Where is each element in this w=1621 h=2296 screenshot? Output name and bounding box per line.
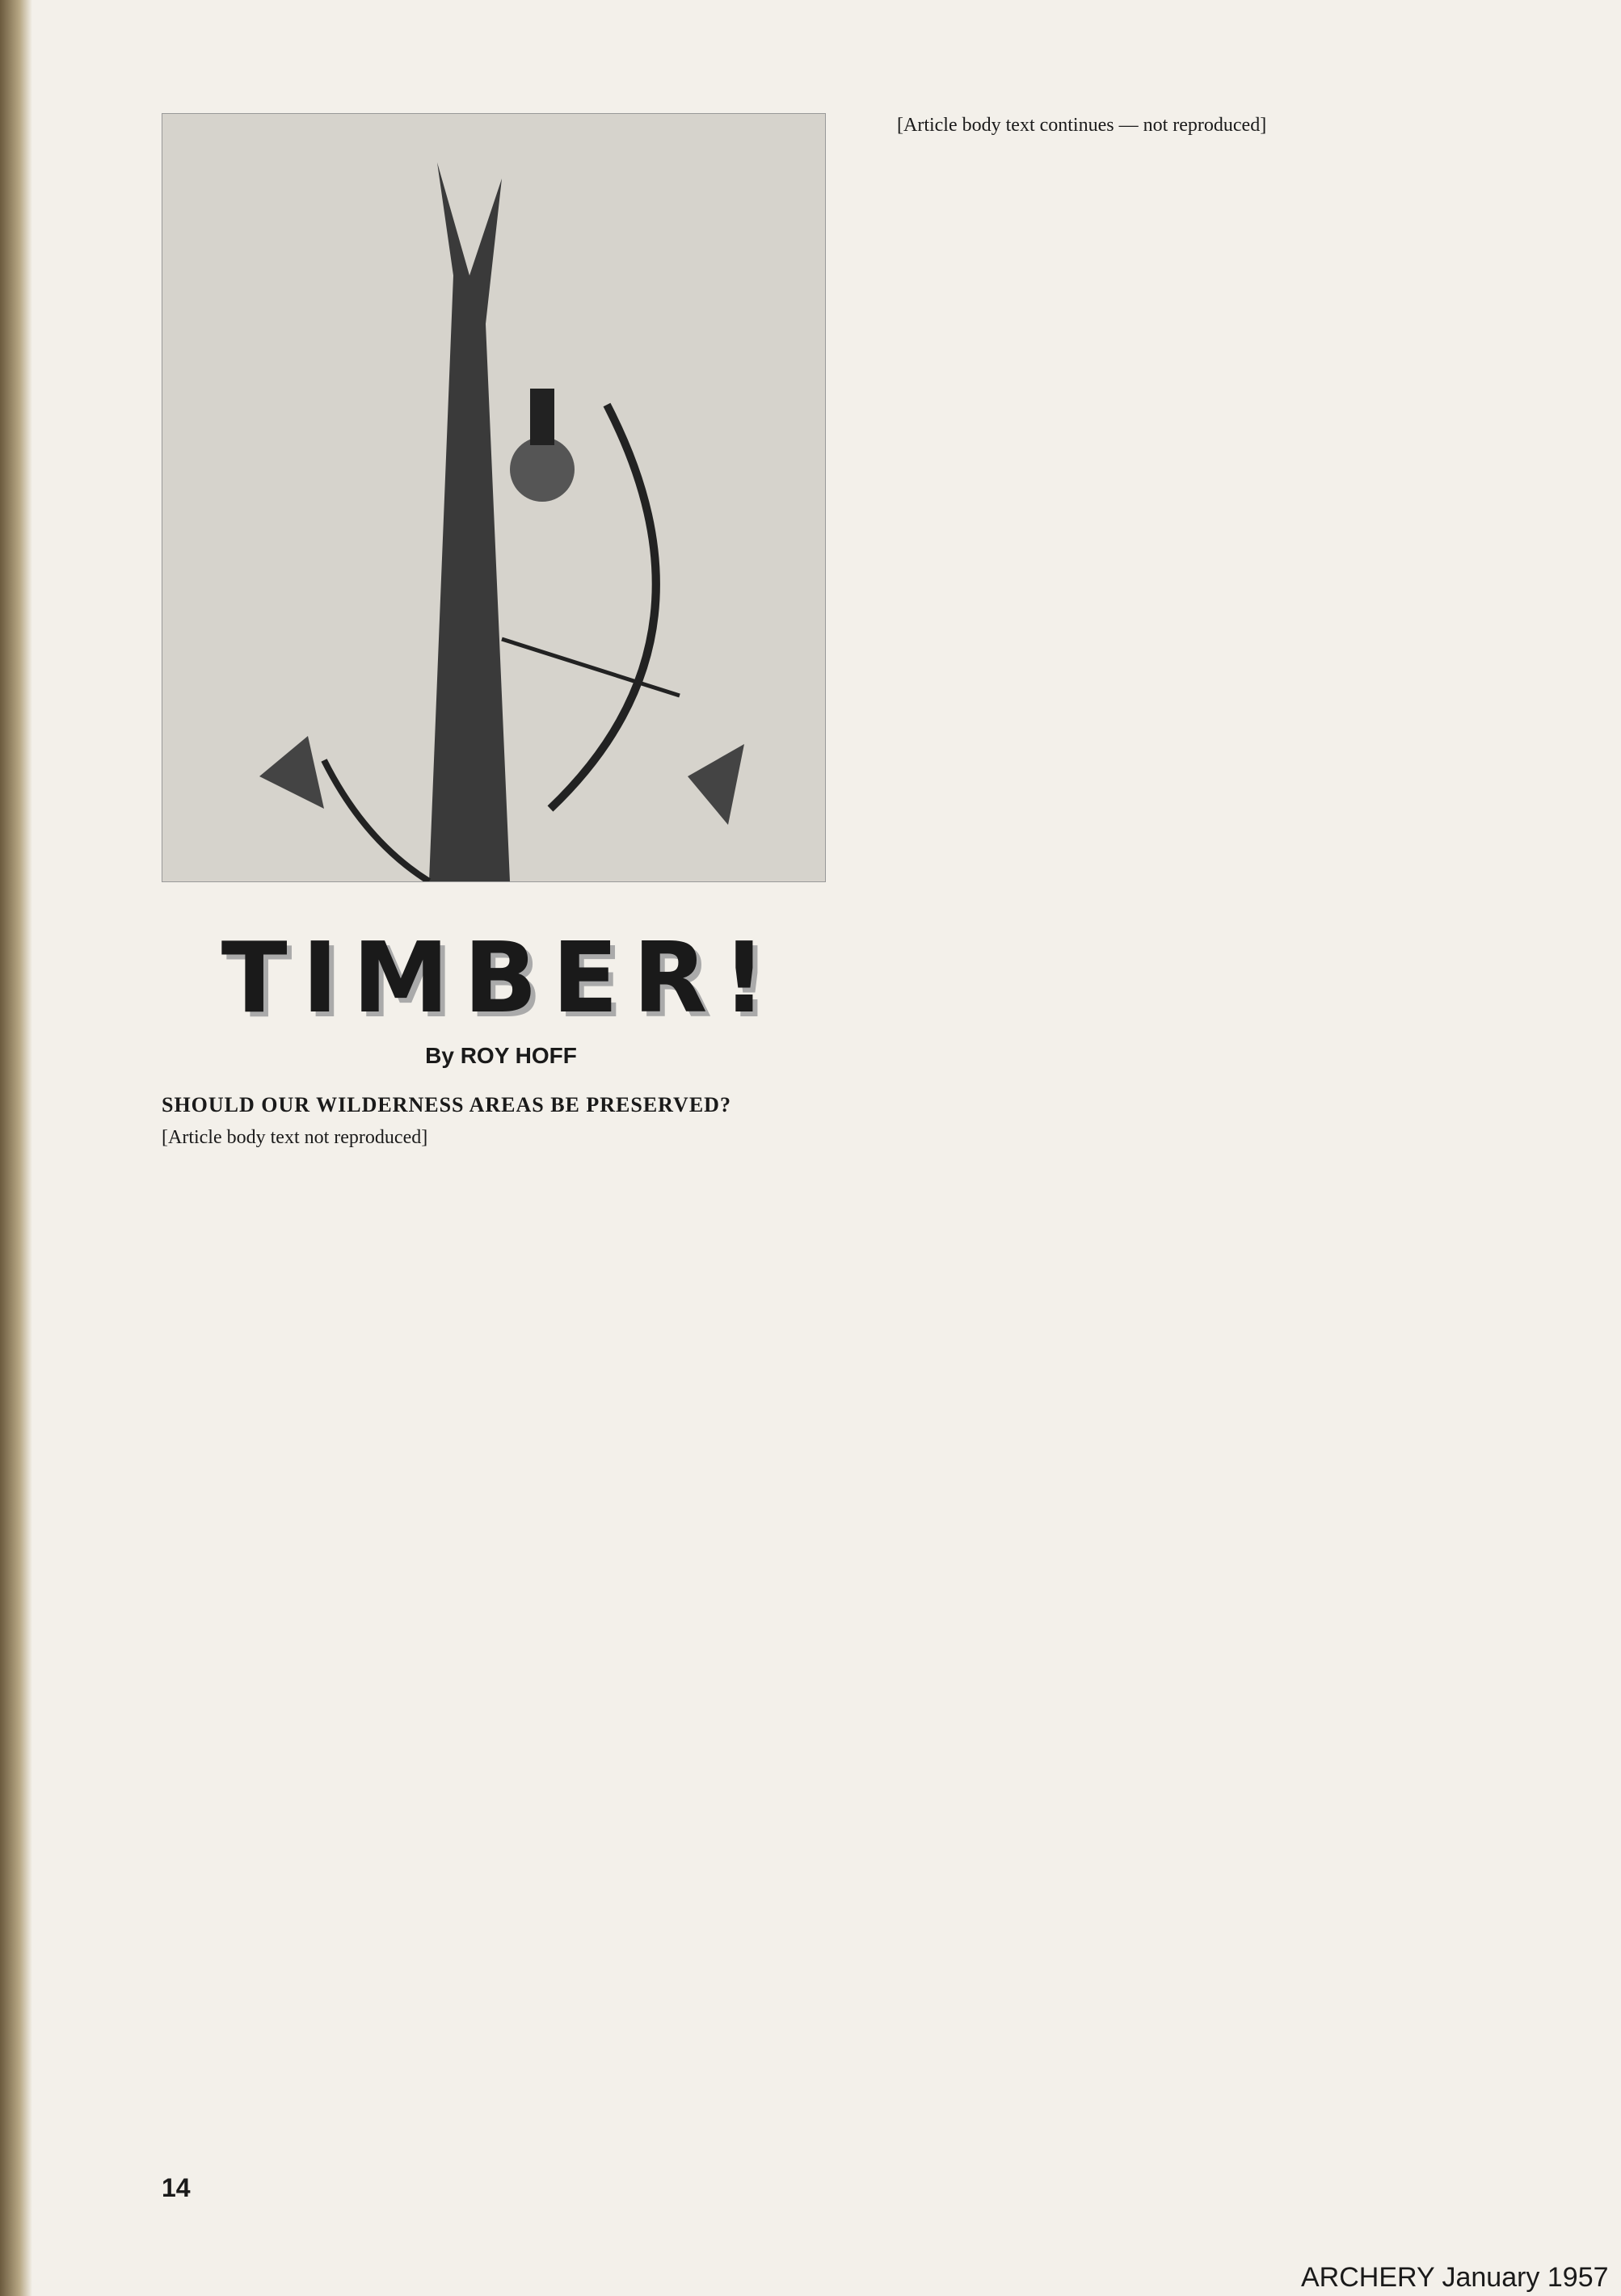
body-placeholder-text: [Article body text continues — not reproduced] bbox=[897, 115, 1267, 136]
article-byline: By ROY HOFF bbox=[425, 1043, 577, 1068]
left-column bbox=[162, 113, 840, 1159]
magazine-page bbox=[121, 48, 1600, 2246]
archer-illustration bbox=[162, 113, 826, 882]
article-body-left bbox=[162, 1125, 840, 1150]
body-placeholder-text: [Article body text not reproduced] bbox=[162, 1127, 428, 1148]
article-title: TIMBER! bbox=[221, 923, 781, 1035]
binding-shadow bbox=[0, 0, 32, 2296]
article-headline: SHOULD OUR WILDERNESS AREAS BE PRESERVED? bbox=[162, 1093, 731, 1116]
right-column bbox=[897, 113, 1568, 146]
article-body-right bbox=[897, 113, 1568, 138]
archer-behind-tree-icon bbox=[162, 114, 825, 881]
magazine-footer: ARCHERY January 1957 bbox=[1301, 2262, 1609, 2293]
page-number: 14 bbox=[162, 2173, 191, 2202]
